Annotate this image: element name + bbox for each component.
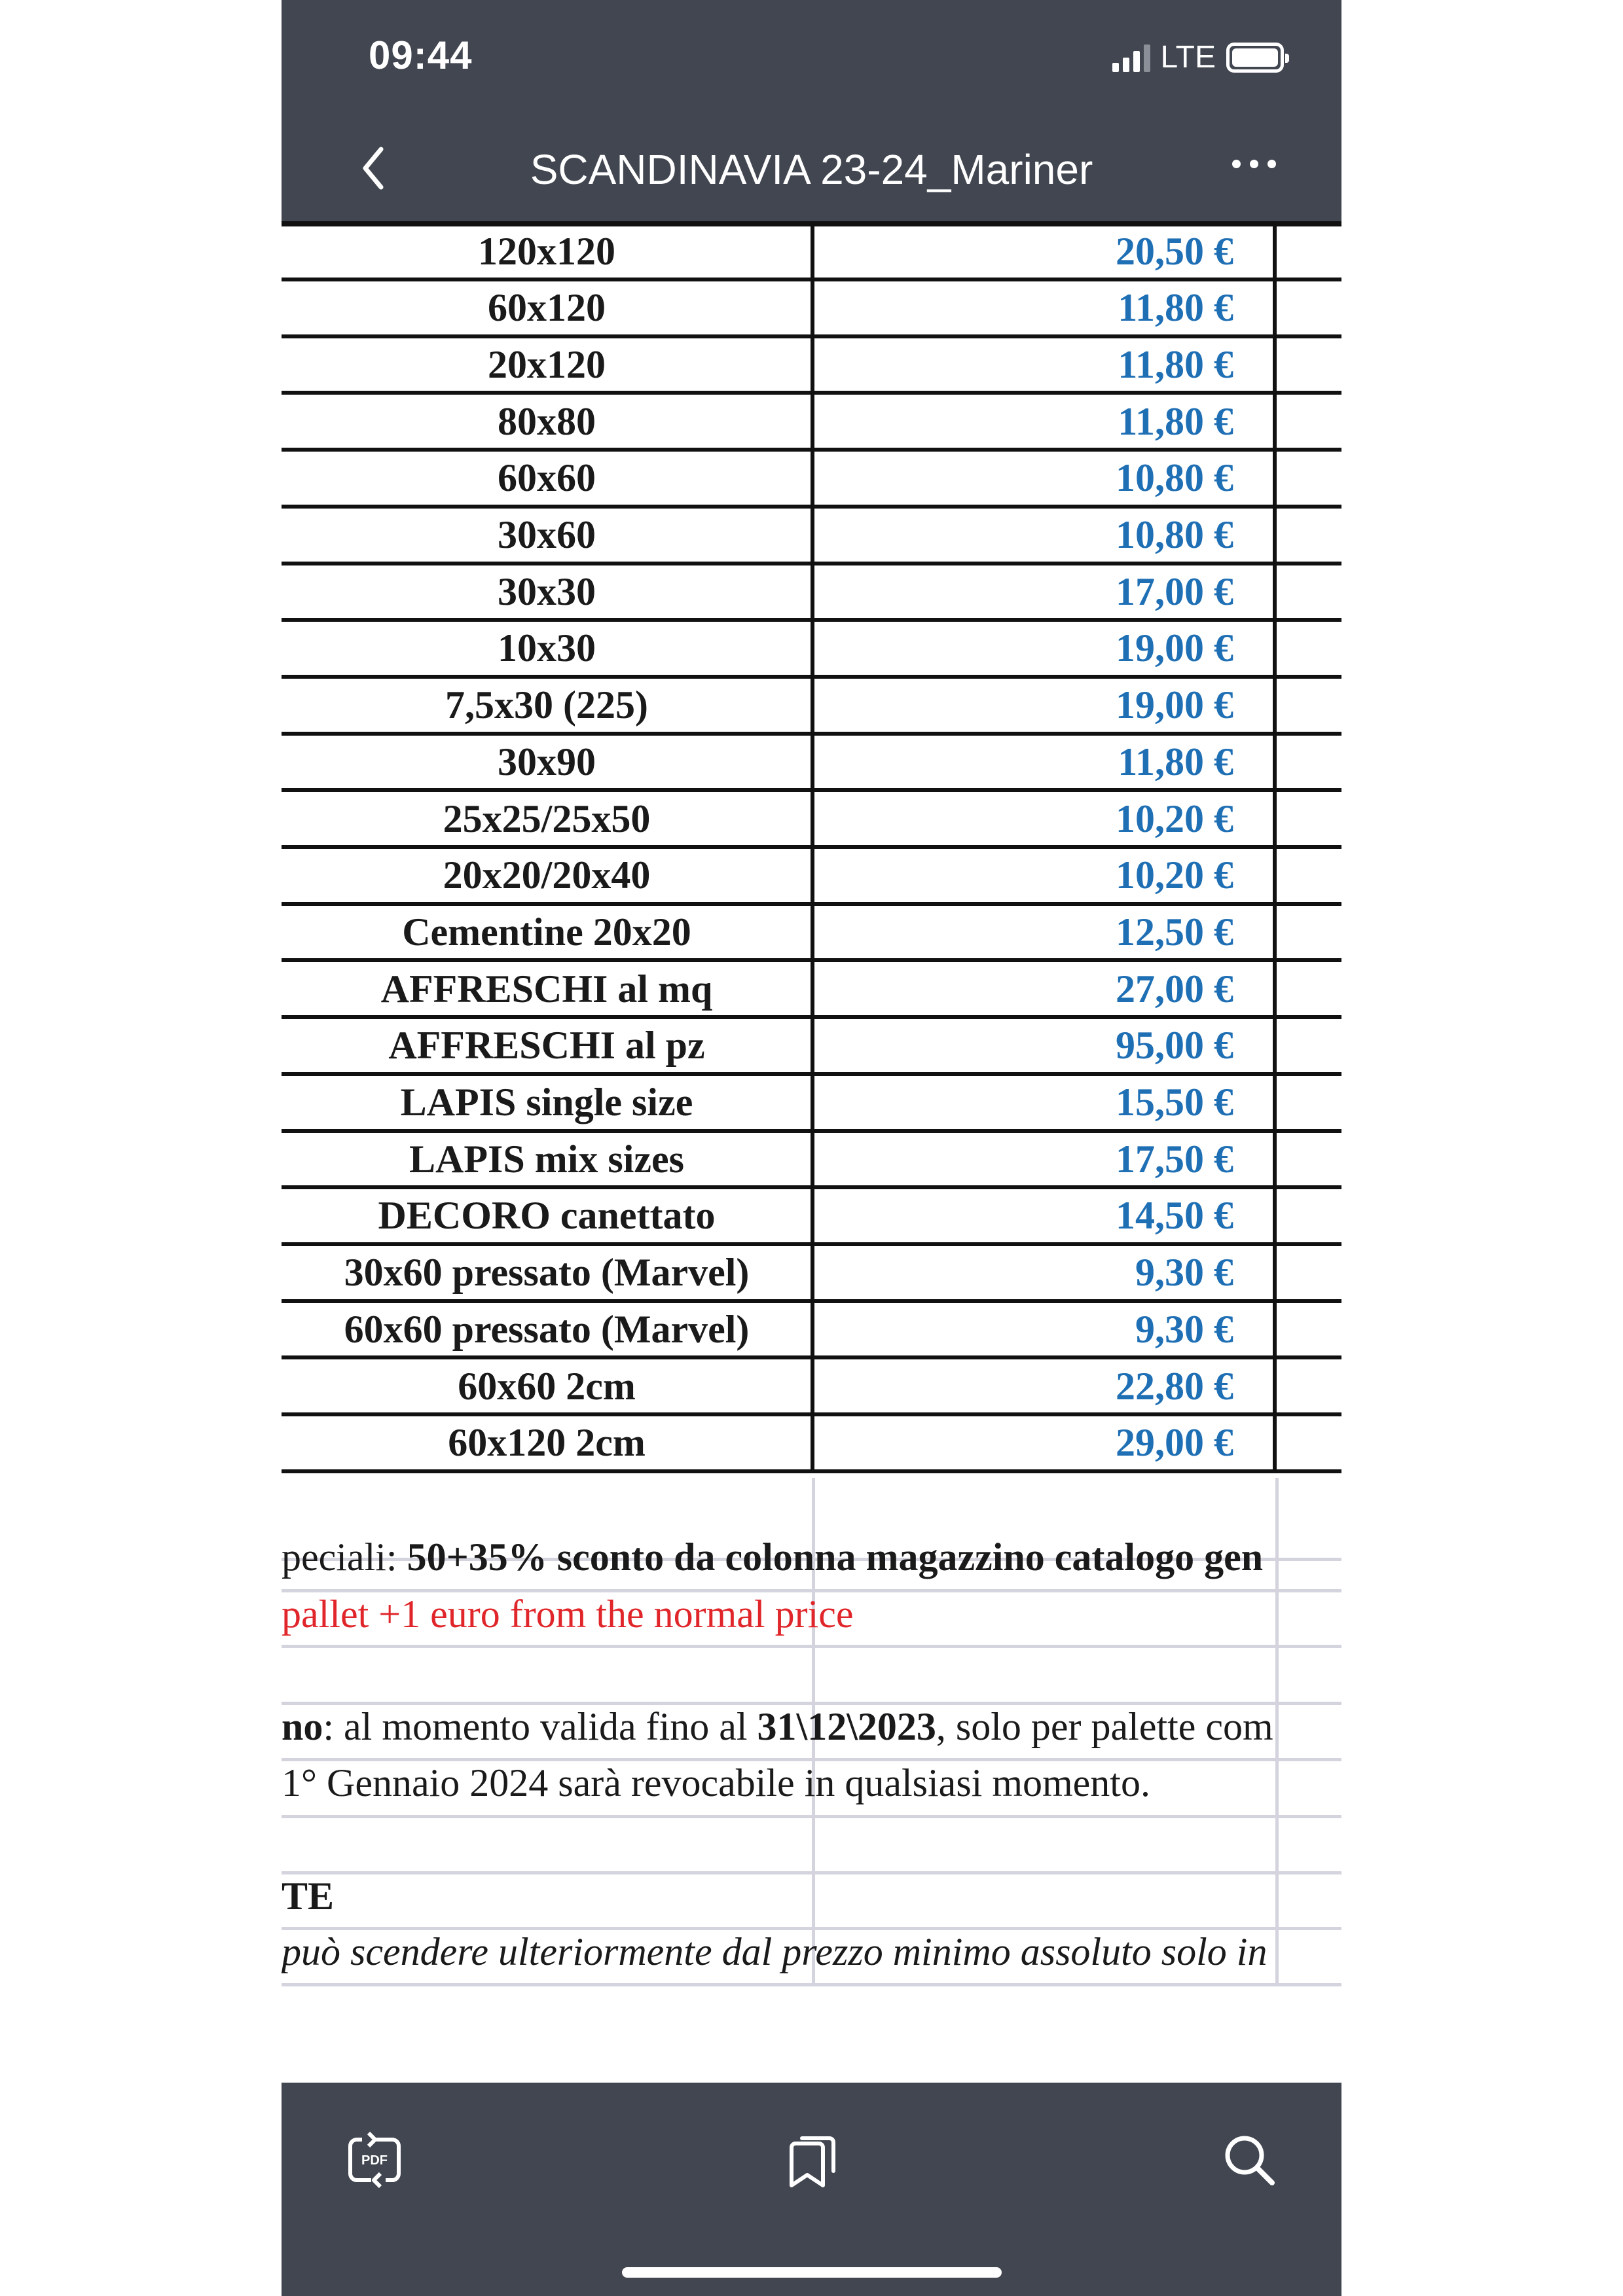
price-cell: 14,50 € — [1116, 1194, 1233, 1238]
price-cell: 27,00 € — [1116, 967, 1233, 1011]
column-divider — [811, 221, 814, 1473]
price-cell: 12,50 € — [1116, 910, 1233, 954]
size-cell: 30x90 — [498, 740, 596, 783]
size-cell: 20x120 — [488, 342, 606, 386]
network-label: LTE — [1160, 40, 1216, 75]
price-cell: 29,00 € — [1116, 1421, 1233, 1465]
more-button[interactable] — [1232, 160, 1276, 168]
size-cell: 120x120 — [478, 229, 615, 273]
price-cell: 10,80 € — [1116, 513, 1233, 556]
search-icon — [1220, 2130, 1279, 2189]
price-cell: 15,50 € — [1116, 1081, 1233, 1124]
price-cell: 17,00 € — [1116, 569, 1233, 613]
document-title: SCANDINAVIA 23-24_Mariner — [530, 146, 1093, 193]
price-cell: 20,50 € — [1116, 229, 1233, 273]
note-pallet: pallet +1 euro from the normal price — [282, 1592, 854, 1636]
column-divider — [1273, 221, 1277, 1473]
size-cell: AFFRESCHI al mq — [380, 967, 713, 1011]
size-cell: LAPIS mix sizes — [409, 1137, 684, 1181]
price-cell: 22,80 € — [1116, 1364, 1233, 1408]
pdf-viewer-screen — [282, 0, 1341, 2296]
size-cell: 60x60 pressato (Marvel) — [344, 1307, 750, 1351]
pages-icon — [782, 2130, 841, 2189]
size-cell: 10x30 — [498, 626, 596, 670]
price-cell: 10,20 € — [1116, 797, 1233, 840]
bottom-toolbar — [282, 2083, 1341, 2296]
size-cell: 80x80 — [498, 399, 596, 443]
size-cell: 60x60 — [498, 456, 596, 500]
price-cell: 19,00 € — [1116, 683, 1233, 727]
size-cell: 60x60 2cm — [458, 1364, 636, 1408]
note-heading: TE — [282, 1874, 335, 1918]
size-cell: DECORO canettato — [378, 1194, 716, 1238]
price-cell: 11,80 € — [1118, 342, 1233, 386]
note-minimum-price: può scendere ulteriormente dal prezzo minimo assoluto solo in — [282, 1930, 1267, 1973]
status-indicators — [1112, 39, 1284, 75]
price-cell: 19,00 € — [1116, 626, 1233, 670]
price-cell: 11,80 € — [1118, 286, 1233, 330]
back-button[interactable] — [354, 139, 393, 198]
note-discount: peciali: 50+35% sconto da colonna magazzino catalogo gen — [282, 1535, 1264, 1579]
size-cell: 30x60 — [498, 513, 596, 556]
pages-button[interactable] — [779, 2127, 845, 2193]
price-cell: 10,20 € — [1116, 853, 1233, 897]
price-cell: 17,50 € — [1116, 1137, 1233, 1181]
price-cell: 10,80 € — [1116, 456, 1233, 500]
battery-icon — [1226, 43, 1284, 73]
home-indicator[interactable] — [622, 2267, 1002, 2278]
more-horizontal-icon — [1232, 160, 1241, 168]
note-revocation: 1° Gennaio 2024 sarà revocabile in qualsiasi momento. — [282, 1761, 1150, 1804]
price-cell: 11,80 € — [1118, 399, 1233, 443]
note-validity: no: al momento valida fino al 31\12\2023, solo per palette com — [282, 1705, 1273, 1748]
size-cell: 20x20/20x40 — [443, 853, 651, 897]
signal-icon — [1112, 43, 1150, 72]
search-button[interactable] — [1216, 2127, 1282, 2193]
size-cell: 60x120 2cm — [448, 1421, 646, 1465]
chevron-left-icon — [360, 145, 386, 191]
pdf-convert-icon — [345, 2130, 404, 2189]
size-cell: 25x25/25x50 — [443, 797, 651, 840]
svg-text:PDF: PDF — [361, 2153, 388, 2168]
price-cell: 95,00 € — [1116, 1024, 1233, 1067]
pdf-convert-button[interactable] — [342, 2127, 407, 2193]
price-cell: 9,30 € — [1135, 1251, 1233, 1295]
size-cell: 30x30 — [498, 569, 596, 613]
size-cell: Cementine 20x20 — [402, 910, 691, 954]
size-cell: 60x120 — [488, 286, 606, 330]
price-cell: 11,80 € — [1118, 740, 1233, 783]
grid-line — [1275, 1478, 1279, 1986]
size-cell: AFFRESCHI al pz — [388, 1024, 705, 1067]
size-cell: 7,5x30 (225) — [445, 683, 648, 727]
top-bar — [282, 0, 1341, 224]
size-cell: 30x60 pressato (Marvel) — [344, 1251, 750, 1295]
price-cell: 9,30 € — [1135, 1307, 1233, 1351]
status-time: 09:44 — [369, 33, 473, 77]
size-cell: LAPIS single size — [400, 1081, 693, 1124]
